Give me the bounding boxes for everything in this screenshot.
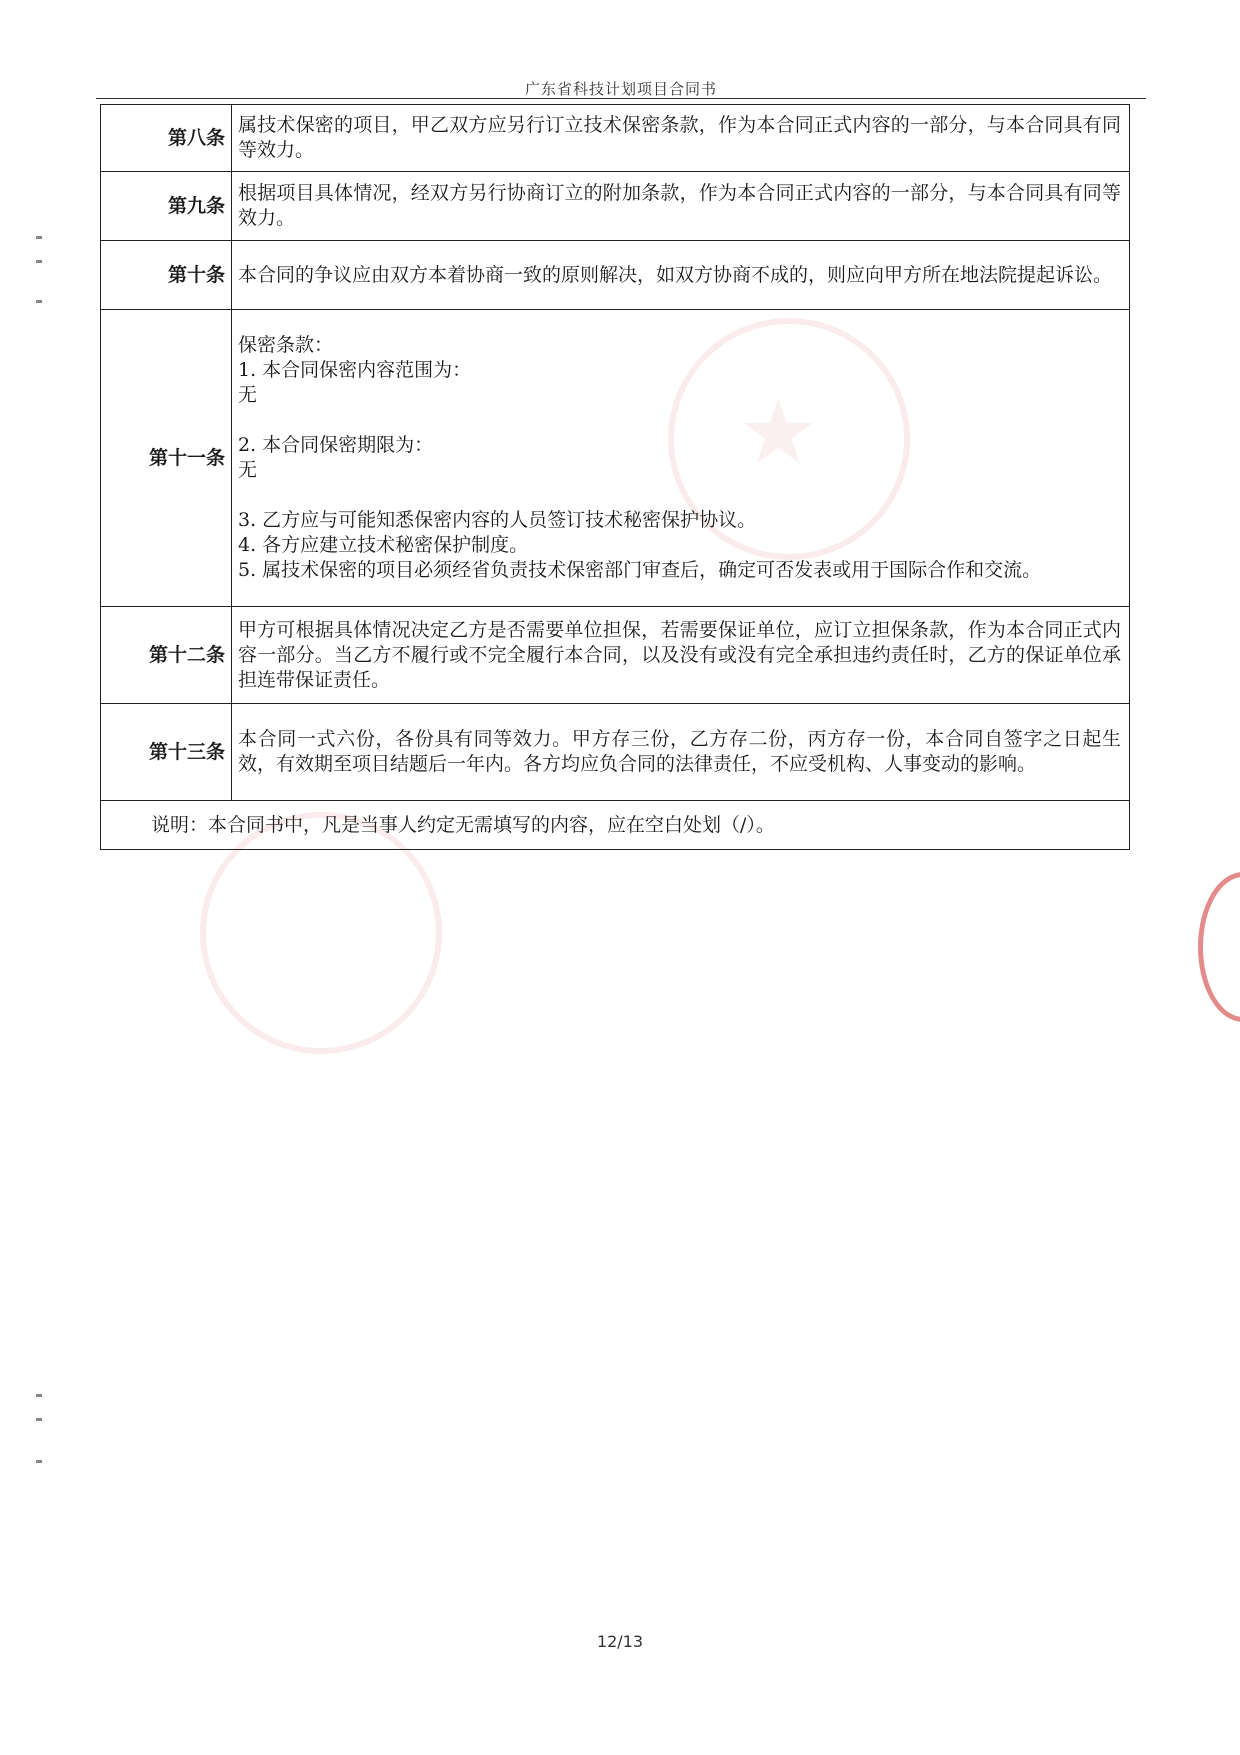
- page-number: 12/13: [596, 1632, 644, 1651]
- confidentiality-period-value: 无: [238, 459, 258, 481]
- clause-label: 第十条: [101, 241, 232, 310]
- header-rule: [96, 98, 1146, 99]
- spacer: [238, 483, 1121, 508]
- binding-mark: [36, 1460, 42, 1463]
- clause-label: 第十二条: [101, 607, 232, 704]
- clause-label: 第九条: [101, 172, 232, 241]
- clause-row-9: [101, 172, 1130, 241]
- confidentiality-heading: 保密条款：: [238, 334, 334, 356]
- clause-row-8: [101, 105, 1130, 172]
- confidentiality-item-4: 4. 各方应建立技术秘密保护制度。: [238, 534, 529, 556]
- confidentiality-scope-value: 无: [238, 384, 258, 406]
- contract-clauses-table: [100, 104, 1130, 850]
- clause-label: 第十一条: [101, 310, 232, 607]
- confidentiality-item-5: 5. 属技术保密的项目必须经省负责技术保密部门审查后，确定可否发表或用于国际合作和交流。: [238, 559, 1042, 581]
- confidentiality-scope-label: 1. 本合同保密内容范围为：: [238, 359, 472, 381]
- clause-text: 本合同的争议应由双方本着协商一致的原则解决，如双方协商不成的，则应向甲方所在地法院提起诉讼。: [232, 241, 1130, 310]
- clause-row-13: [101, 704, 1130, 801]
- spacer: [238, 408, 1121, 433]
- confidentiality-terms: [232, 310, 1130, 607]
- seal-star-icon: ★: [738, 380, 819, 485]
- binding-mark: [36, 300, 42, 303]
- note-row: [101, 801, 1130, 850]
- binding-mark: [36, 260, 42, 263]
- confidentiality-period-label: 2. 本合同保密期限为：: [238, 434, 434, 456]
- contract-note: 说明：本合同书中，凡是当事人约定无需填写的内容，应在空白处划（/）。: [101, 801, 1130, 850]
- binding-mark: [36, 1394, 42, 1397]
- clause-row-10: [101, 241, 1130, 310]
- clause-row-12: [101, 607, 1130, 704]
- clause-label: 第十三条: [101, 704, 232, 801]
- page-header-title: 广东省科技计划项目合同书: [524, 80, 717, 98]
- clause-text: 属技术保密的项目，甲乙双方应另行订立技术保密条款，作为本合同正式内容的一部分，与本合同具有同等效力。: [232, 105, 1130, 172]
- clause-row-11-confidentiality: [101, 310, 1130, 607]
- clause-text: 根据项目具体情况，经双方另行协商订立的附加条款，作为本合同正式内容的一部分，与本合同具有同等效力。: [232, 172, 1130, 241]
- binding-mark: [36, 1418, 42, 1421]
- red-edge-stamp: [1198, 872, 1240, 1022]
- clause-text: 本合同一式六份，各份具有同等效力。甲方存三份，乙方存二份，丙方存一份，本合同自签字之日起生效，有效期至项目结题后一年内。各方均应负合同的法律责任，不应受机构、人事变动的影响。: [232, 704, 1130, 801]
- clause-label: 第八条: [101, 105, 232, 172]
- confidentiality-item-3: 3. 乙方应与可能知悉保密内容的人员签订技术秘密保护协议。: [238, 509, 757, 531]
- clause-text: 甲方可根据具体情况决定乙方是否需要单位担保，若需要保证单位，应订立担保条款，作为本合同正式内容一部分。当乙方不履行或不完全履行本合同，以及没有或没有完全承担违约责任时，乙方的保证单位承担连带保证责任。: [232, 607, 1130, 704]
- binding-mark: [36, 236, 42, 239]
